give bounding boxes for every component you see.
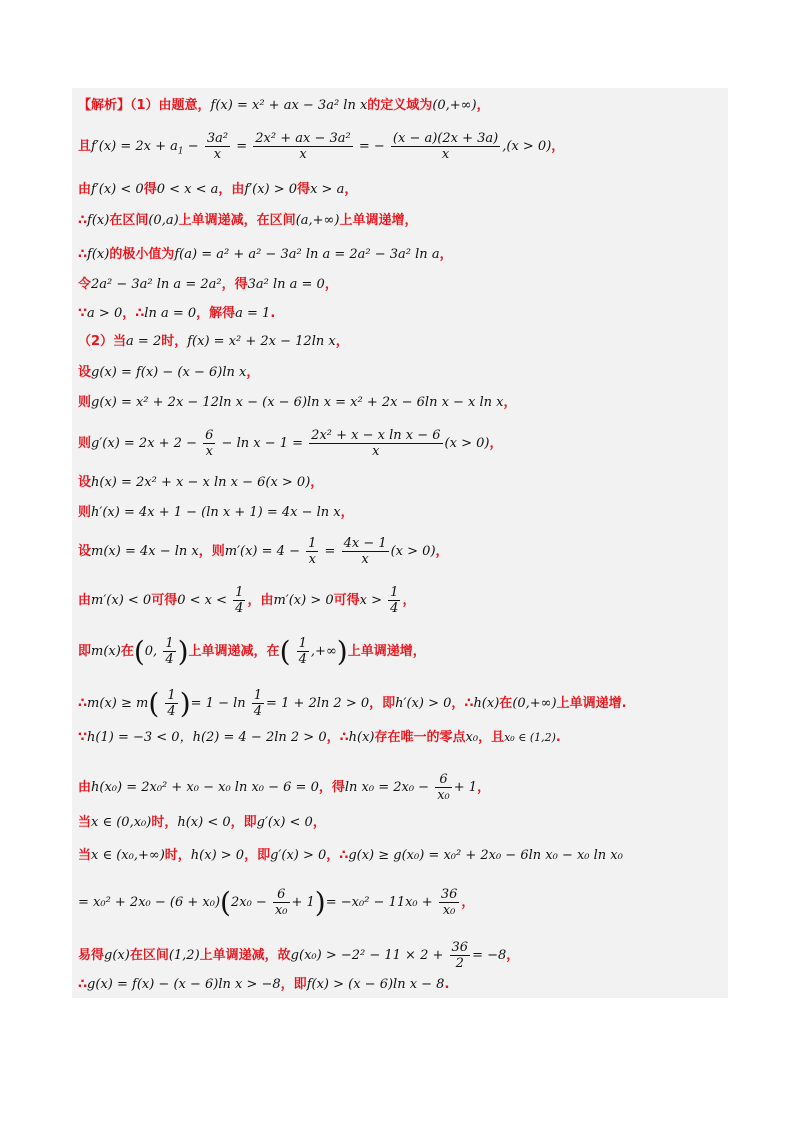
fraction: $\frac{\text{2x² + ax − 3a²}}{x}$ [255, 131, 351, 162]
fraction: $\frac{\text{3a²}}{x}$ [206, 131, 229, 162]
line-6: 令2a² − 3a² ln a = 2a²，得3a² ln a = 0， [78, 277, 338, 292]
line-20: 当x ∈ (0,x₀)时，h(x) < 0，即g′(x) < 0， [78, 815, 326, 830]
line-7: ∵a > 0，∴ln a = 0，解得a = 1. [78, 306, 276, 321]
line-5: ∴f(x)的极小值为f(a) = a² + a² − 3a² ln a = 2a² − 3a² ln a， [78, 247, 453, 262]
close-paren: ) [314, 885, 326, 919]
line-1: 【解析】（1）由题意，f(x) = x² + ax − 3a² ln x的定义域为(0,+∞)， [78, 98, 490, 113]
line-9: 设g(x) = f(x) − (x − 6)ln x， [78, 365, 260, 380]
fraction: $\frac{1}{4}$ [165, 636, 174, 667]
fraction: $\frac{6}{\text{x₀}}$ [437, 772, 450, 803]
line-14: 设m(x) = 4x − ln x，则m′(x) = 4 − $\frac{1}{x}$ = $\frac{4x - 1}{x}$ (x > 0)， [78, 536, 449, 567]
line-4: ∴f(x)在区间(0,a)上单调递减，在区间(a,+∞)上单调递增， [78, 213, 418, 228]
open-paren: ( [279, 634, 291, 668]
fraction: $\frac{6}{\text{x₀}}$ [274, 887, 288, 918]
fraction: $\frac{\text{2x² + x − x ln x − 6}}{x}$ [311, 428, 441, 459]
fraction: $\frac{1}{4}$ [298, 636, 307, 667]
line-23: 易得g(x)在区间(1,2)上单调递减，故g(x₀) > −2² − 11 × 2 + $\frac{36}{2}$ = −8， [78, 940, 520, 971]
line-18: ∵h(1) = −3 < 0，h(2) = 4 − 2ln 2 > 0，∴h(x)存在唯一的零点x₀，且x₀ ∈ (1,2). [78, 730, 561, 745]
fraction: $\frac{36}{\text{x₀}}$ [440, 887, 458, 918]
close-paren: ) [177, 634, 189, 668]
line-12: 设h(x) = 2x² + x − x ln x − 6(x > 0)， [78, 475, 324, 490]
fraction: $\frac{1}{4}$ [235, 585, 244, 616]
line-11: 则g′(x) = 2x + 2 − $\frac{6}{x}$ − ln x − 1 = $\frac{\text{2x² + x − x ln x − 6}}{x}$ (x > 0)， [78, 428, 503, 459]
line-24: ∴g(x) = f(x) − (x − 6)ln x > −8，即f(x) > (x − 6)ln x − 8. [78, 977, 450, 992]
open-paren: ( [133, 634, 145, 668]
line-22: = x₀² + 2x₀ − (6 + x₀)(2x₀ − $\frac{6}{\text{x₀}}$ + 1)= −x₀² − 11x₀ + $\frac{36}{\text{x₀}}$ ， [78, 885, 475, 919]
line-19: 由h(x₀) = 2x₀² + x₀ − x₀ ln x₀ − 6 = 0，得ln x₀ = 2x₀ − $\frac{6}{\text{x₀}}$ + 1， [78, 772, 491, 803]
line-3: 由f′(x) < 0得0 < x < a，由f′(x) > 0得x > a， [78, 182, 358, 197]
close-paren: ) [336, 634, 348, 668]
line-8: （2）当a = 2时，f(x) = x² + 2x − 12ln x， [78, 334, 349, 349]
open-paren: ( [148, 686, 160, 720]
line-2: 且$f'(x) = 2x + a_1$ − $\frac{\text{3a²}}{x}$ = $\frac{\text{2x² + ax − 3a²}}{x}$ = − $\frac{(x - a)(2x + 3a)}{x}$ ,(x > 0)， [78, 131, 565, 162]
fraction: $\frac{6}{x}$ [205, 428, 214, 459]
fraction: $\frac{1}{4}$ [390, 585, 399, 616]
fraction: $\frac{1}{4}$ [253, 688, 263, 719]
line-17: ∴m(x) ≥ m( $\frac{1}{4}$ )= 1 − ln $\frac{1}{4}$ = 1 + 2ln 2 > 0，即h′(x) > 0，∴h(x)在(0,+∞)上单调递增. [78, 686, 627, 720]
fraction: $\frac{(x - a)(2x + 3a)}{x}$ [392, 131, 499, 162]
close-paren: ) [179, 686, 191, 720]
line-13: 则h′(x) = 4x + 1 − (ln x + 1) = 4x − ln x， [78, 505, 354, 520]
fraction: $\frac{36}{2}$ [451, 940, 469, 971]
fraction: $\frac{1}{4}$ [167, 688, 176, 719]
line-15: 由m′(x) < 0可得0 < x < $\frac{1}{4}$ ，由m′(x) > 0可得x > $\frac{1}{4}$ ， [78, 585, 416, 616]
fraction: $\frac{1}{x}$ [308, 536, 317, 567]
line-21: 当x ∈ (x₀,+∞)时，h(x) > 0，即g′(x) > 0，∴g(x) ≥ g(x₀) = x₀² + 2x₀ − 6ln x₀ − x₀ ln x₀ [78, 848, 623, 863]
open-paren: ( [220, 885, 231, 919]
fraction: $\frac{4x - 1}{x}$ [343, 536, 387, 567]
line-16: 即m(x)在(0, $\frac{1}{4}$ )上单调递减，在( $\frac{1}{4}$ ,+∞)上单调递增， [78, 634, 426, 668]
line-10: 则g(x) = x² + 2x − 12ln x − (x − 6)ln x = x² + 2x − 6ln x − x ln x， [78, 395, 517, 410]
